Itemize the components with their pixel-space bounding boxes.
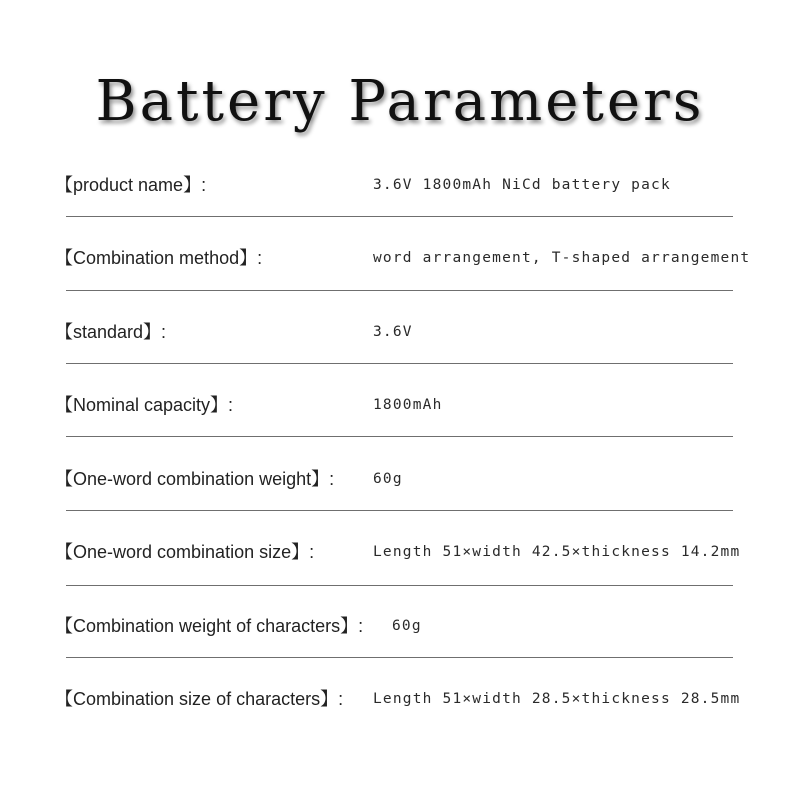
param-value: Length 51×width 28.5×thickness 28.5mm xyxy=(373,691,741,707)
param-row-combination-method xyxy=(0,243,800,273)
param-row-one-word-weight xyxy=(0,464,800,494)
param-value: 60g xyxy=(392,618,422,634)
param-label: 【Combination size of characters】: xyxy=(55,689,344,709)
param-row-product-name xyxy=(0,170,800,200)
param-row-characters-weight xyxy=(0,611,800,641)
param-value: 3.6V xyxy=(373,324,413,340)
param-value: Length 51×width 42.5×thickness 14.2mm xyxy=(373,544,741,560)
param-label: 【Combination weight of characters】: xyxy=(55,616,364,636)
row-divider xyxy=(66,363,733,364)
param-label: 【product name】: xyxy=(55,175,207,195)
row-divider xyxy=(66,290,733,291)
param-value: word arrangement, T-shaped arrangement xyxy=(373,250,751,266)
param-row-nominal-capacity xyxy=(0,390,800,420)
param-value: 1800mAh xyxy=(373,397,443,413)
param-value: 3.6V 1800mAh NiCd battery pack xyxy=(373,177,671,193)
row-divider xyxy=(66,585,733,586)
row-divider xyxy=(66,216,733,217)
row-divider xyxy=(66,657,733,658)
row-divider xyxy=(66,436,733,437)
param-label: 【standard】: xyxy=(55,322,167,342)
param-label: 【One-word combination weight】: xyxy=(55,469,335,489)
param-row-standard xyxy=(0,317,800,347)
param-label: 【Nominal capacity】: xyxy=(55,395,234,415)
param-label: 【Combination method】: xyxy=(55,248,263,268)
page-title: Battery Parameters xyxy=(95,69,705,134)
param-row-one-word-size xyxy=(0,537,800,567)
param-value: 60g xyxy=(373,471,403,487)
param-label: 【One-word combination size】: xyxy=(55,542,315,562)
param-row-characters-size xyxy=(0,684,800,714)
row-divider xyxy=(66,510,733,511)
